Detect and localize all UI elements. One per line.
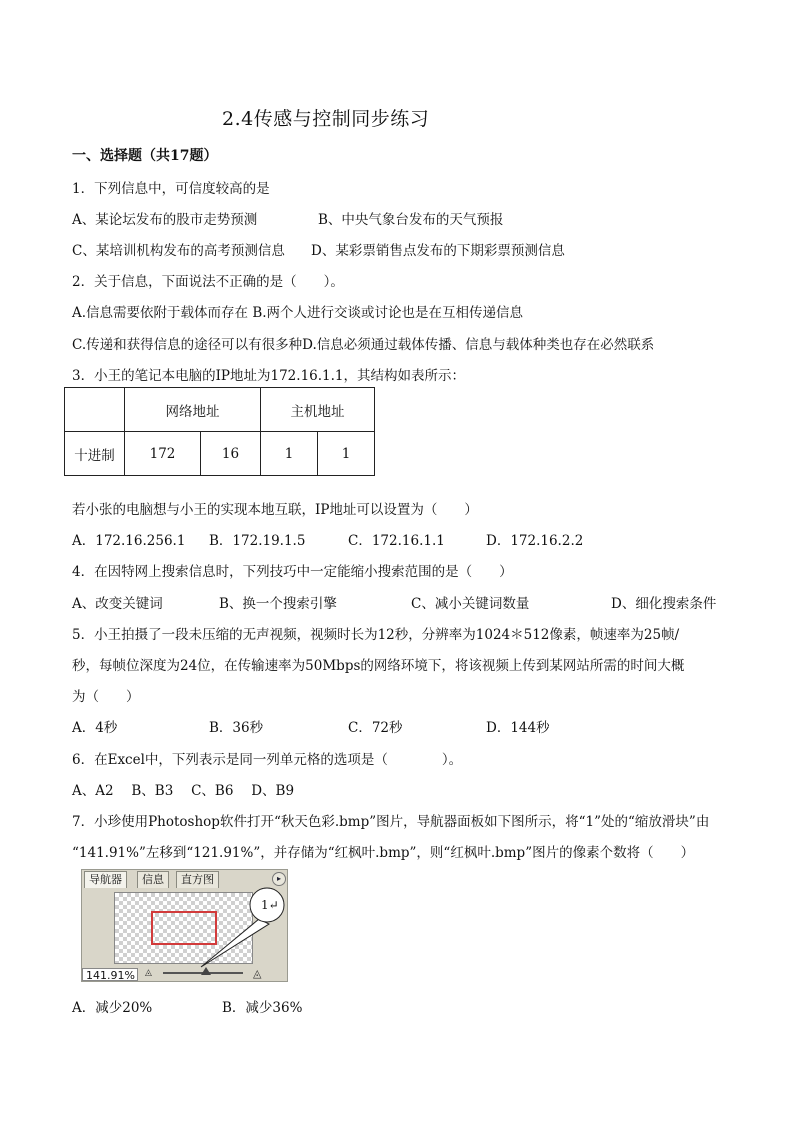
q1-option-c: C、某培训机构发布的高考预测信息	[72, 243, 285, 259]
q3-stem: 3．小王的笔记本电脑的IP地址为172.16.1.1，其结构如表所示：	[72, 368, 466, 384]
q3-option-b: B．172.19.1.5	[209, 533, 306, 549]
q7-option-b: B．减少36%	[222, 1000, 303, 1016]
q3-option-c: C．172.16.1.1	[348, 533, 445, 549]
callout-graphic	[81, 869, 288, 982]
q7-stem-line2: “141.91%”左移到“121.91%”，并存储为“红枫叶.bmp”，则“红枫叶.bmp”图片的像素个数将（ ）	[72, 845, 695, 861]
q2-stem: 2．关于信息，下面说法不正确的是（ ）。	[72, 274, 344, 290]
q2-options-cd: C.传递和获得信息的途径可以有很多种D.信息必须通过载体传播、信息与载体种类也存在必然联系	[72, 337, 655, 353]
q6-stem: 6．在Excel中，下列表示是同一列单元格的选项是（ ）。	[72, 752, 463, 768]
tab-histogram[interactable]: 直方图	[176, 871, 219, 888]
q4-option-d: D、细化搜索条件	[611, 596, 717, 612]
q3-option-d: D．172.16.2.2	[486, 533, 584, 549]
q3-option-a: A．172.16.256.1	[72, 533, 186, 549]
section-heading: 一、选择题（共17题）	[72, 148, 218, 164]
photoshop-navigator-panel	[81, 869, 288, 982]
table-cell: 16	[201, 432, 261, 476]
zoom-in-icon[interactable]: ◬	[253, 967, 262, 980]
page-title: 2.4传感与控制同步练习	[222, 108, 430, 130]
q7-stem-line1: 7．小珍使用Photoshop软件打开“秋天色彩.bmp”图片，导航器面板如下图所示，将“1”处的“缩放滑块”由	[72, 814, 710, 830]
table-header-network: 网络地址	[125, 388, 261, 432]
panel-menu-icon[interactable]: ▸	[272, 872, 286, 886]
q5-stem-line2: 秒，每帧位深度为24位，在传输速率为50Mbps的网络环境下，将该视频上传到某网站所需的时间大概	[72, 658, 685, 674]
q2-options-ab: A.信息需要依附于载体而存在 B.两个人进行交谈或讨论也是在互相传递信息	[72, 305, 524, 321]
tab-navigator[interactable]: 导航器	[84, 871, 127, 888]
q1-option-d: D、某彩票销售点发布的下期彩票预测信息	[311, 243, 565, 259]
q1-option-b: B、中央气象台发布的天气预报	[318, 212, 504, 228]
tab-info[interactable]: 信息	[137, 871, 169, 888]
q5-stem-line3: 为（ ）	[72, 689, 140, 705]
table-row-label: 十进制	[65, 432, 125, 476]
q6-options: A、A2 B、B3 C、B6 D、B9	[72, 783, 295, 799]
table-header-host: 主机地址	[261, 388, 375, 432]
table-cell: 172	[125, 432, 201, 476]
q1-option-a: A、某论坛发布的股市走势预测	[72, 212, 258, 228]
q7-option-a: A．减少20%	[72, 1000, 153, 1016]
callout-label: 1↵	[261, 898, 279, 912]
ip-address-table	[64, 387, 375, 476]
q5-option-c: C．72秒	[348, 720, 403, 736]
q5-option-a: A．4秒	[72, 720, 118, 736]
q5-stem-line1: 5．小王拍摄了一段未压缩的无声视频，视频时长为12秒，分辨率为1024＊512像素，帧速率为25帧/	[72, 627, 680, 643]
table-cell: 1	[261, 432, 318, 476]
q5-option-b: B．36秒	[209, 720, 264, 736]
q4-option-b: B、换一个搜索引擎	[219, 596, 337, 612]
zoom-percentage-field[interactable]: 141.91%	[82, 968, 138, 981]
q1-stem: 1．下列信息中，可信度较高的是	[72, 181, 270, 197]
q4-option-c: C、减小关键词数量	[411, 596, 530, 612]
q5-option-d: D．144秒	[486, 720, 550, 736]
zoom-out-icon[interactable]: ◬	[145, 968, 152, 978]
table-empty-cell	[65, 388, 125, 432]
q3-question: 若小张的电脑想与小王的实现本地互联，IP地址可以设置为（ ）	[72, 502, 478, 518]
callout-pointer	[201, 919, 269, 967]
q4-stem: 4．在因特网上搜索信息时，下列技巧中一定能缩小搜索范围的是（ ）	[72, 564, 513, 580]
table-cell: 1	[318, 432, 375, 476]
q4-option-a: A、改变关键词	[72, 596, 163, 612]
